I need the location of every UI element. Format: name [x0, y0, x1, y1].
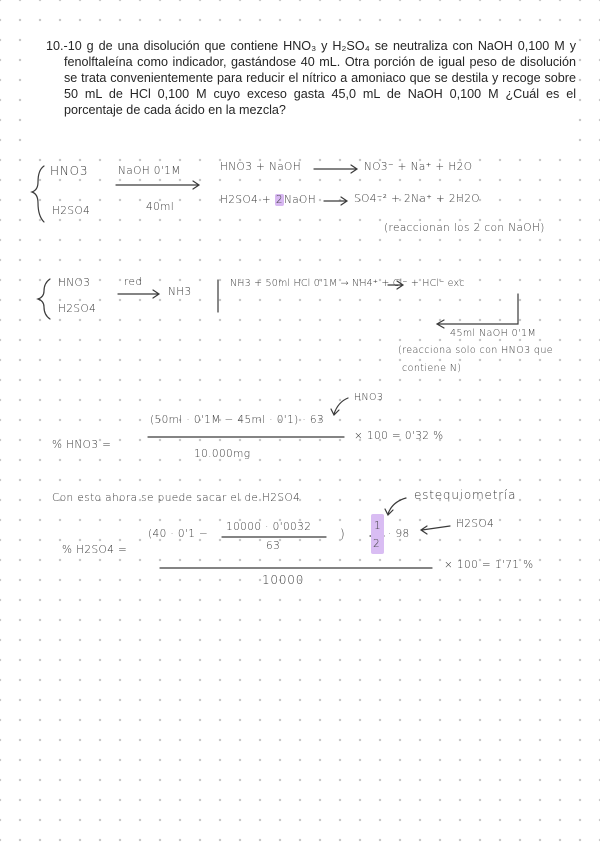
h2so4-inner-num: 10000 · 0'0032	[226, 521, 312, 533]
block1-eq1-left: HNO3 + NaOH	[220, 161, 302, 173]
h2so4-result: × 100 = 1'71 %	[444, 559, 534, 571]
hno3-result: × 100 = 0'32 %	[354, 430, 444, 442]
hno3-numerator: (50ml · 0'1M − 45ml · 0'1) · 63	[150, 414, 325, 426]
eq2-left-b: NaOH	[283, 194, 317, 206]
problem-number: 10.-	[46, 39, 68, 53]
h2so4-open: (40 · 0'1 −	[148, 528, 209, 540]
block1-comment: (reaccionan los 2 con NaOH)	[384, 222, 545, 234]
stoich-annotation: estequiometría	[414, 488, 517, 502]
block1-volume: 40ml	[146, 201, 175, 213]
h2so4-intro: Con esto ahora se puede sacar el de H2SO4	[52, 492, 301, 504]
h2so4-frac-den: 2	[373, 538, 381, 550]
brace-1	[32, 166, 44, 222]
block1-eq1-right: NO3⁻ + Na⁺ + H2O	[364, 161, 473, 173]
hno3-denominator: 10.000mg	[194, 448, 251, 460]
block1-eq2-right: SO4⁻² + 2Na⁺ + 2H2O	[354, 193, 480, 205]
h2so4-inner-den: 63	[266, 540, 281, 552]
block2-acid1: HNO3	[58, 277, 91, 289]
block2-acid2: H2SO4	[58, 303, 97, 315]
problem-text: 10 g de una disolución que contiene HNO₃ y H₂SO₄ se neutraliza con NaOH 0,100 M y fenolftaleína como indicador, gastándose 40 mL. Otra porción de igual peso de disolución se trata convenientemente para reducir el nítrico a amoniaco que se destila y recoge sobre 50 mL de HCl 0,100 M cuyo exceso gasta 45,0 mL de NaOH 0,100 M ¿Cuál es el porcentaje de cada ácido en la mezcla?	[64, 39, 576, 118]
h2so4-label: % H2SO4 =	[62, 544, 128, 556]
block1-acid1: HNO3	[50, 164, 89, 178]
arrow-back-titration	[438, 294, 518, 324]
h2so4-denominator: 10000	[262, 573, 305, 587]
block2-product: NH3	[168, 286, 192, 298]
brace-2	[38, 279, 50, 319]
eq2-left-a: H2SO4 +	[220, 194, 275, 206]
h2so4-frac-num: 1	[374, 520, 382, 532]
block2-back-titration: 45ml NaOH 0'1M	[450, 328, 537, 339]
block2-equation: NH3 + 50ml HCl 0'1M → NH4⁺ + Cl⁻ + HCl⁻ exc	[230, 278, 465, 289]
hno3-annotation-arrow	[334, 398, 348, 414]
block2-comment-1: (reacciona solo con HNO3 que	[398, 345, 554, 356]
block2-reagent: red	[124, 276, 143, 288]
block1-acid2: H2SO4	[52, 205, 91, 217]
hno3-annotation: HNO3	[354, 392, 384, 403]
eq2-coef-highlight: 2	[275, 194, 283, 206]
block1-eq2-left	[220, 194, 316, 206]
block2-comment-2: contiene N)	[402, 363, 462, 374]
h2so4-mult: · 98	[388, 528, 410, 540]
block1-reagent: NaOH 0'1M	[118, 165, 181, 177]
h2so4-annotation: H2SO4	[456, 518, 495, 530]
h2so4-close: )	[340, 527, 346, 541]
hno3-label: % HNO3 =	[52, 439, 112, 451]
